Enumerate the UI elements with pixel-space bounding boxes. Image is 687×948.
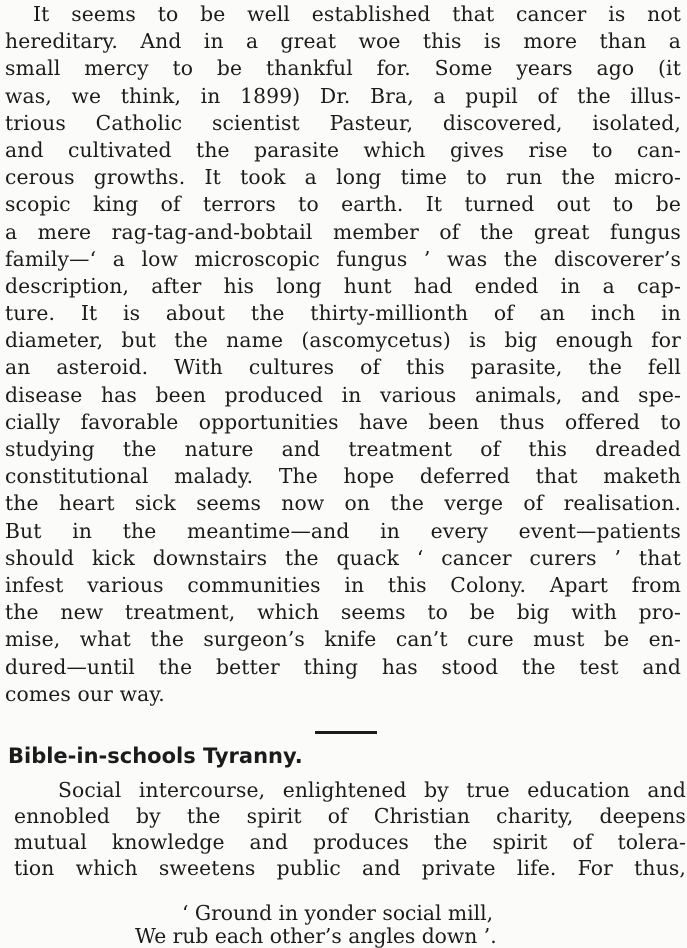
text-line: It seems to be well established that cancer is not: [33, 2, 681, 26]
text-line: small mercy to be thankful for. Some years ago (it: [5, 56, 681, 81]
text-line: the new treatment, which seems to be big with pro-: [5, 600, 681, 625]
text-line: was, we think, in 1899) Dr. Bra, a pupil of the illus-: [5, 83, 681, 108]
text-line: hereditary. And in a great woe this is more than a: [5, 29, 681, 54]
text-line: and cultivated the parasite which gives rise to can-: [5, 137, 681, 162]
text-line: should kick downstairs the quack ‘ cancer curers ’ that: [5, 545, 681, 570]
text-line: constitutional malady. The hope deferred that maketh: [5, 464, 681, 489]
article-paragraph-cancer: [5, 1, 681, 708]
text-line: an asteroid. With cultures of this parasite, the fell: [5, 355, 681, 380]
text-line: studying the nature and treatment of this dreaded: [5, 437, 681, 461]
text-line: Social intercourse, enlightened by true education and: [58, 778, 686, 802]
section-heading: Bible-in-schools Tyranny.: [8, 744, 303, 768]
text-line: tion which sweetens public and private life. For thus,: [14, 856, 686, 880]
text-line: But in the meantime—and in every event—patients: [5, 518, 681, 543]
verse-line: ‘ Ground in yonder social mill,: [182, 901, 494, 925]
text-line: mutual knowledge and produces the spirit of tolera-: [14, 830, 686, 854]
text-line: family—‘ a low microscopic fungus ’ was the discoverer’s: [5, 246, 681, 271]
text-line: ture. It is about the thirty-millionth of an inch in: [5, 301, 681, 326]
text-line: a mere rag-tag-and-bobtail member of the great fungus: [5, 219, 681, 244]
text-line: the heart sick seems now on the verge of realisation.: [5, 491, 681, 516]
article-paragraph-tyranny: [14, 777, 686, 881]
text-line: mise, what the surgeon’s knife can’t cure must be en-: [5, 627, 681, 652]
text-line: disease has been produced in various animals, and spe-: [5, 382, 681, 407]
text-line: comes our way.: [5, 681, 165, 706]
text-line: dured—until the better thing has stood the test and: [5, 654, 681, 679]
section-divider-rule: [315, 731, 377, 734]
text-line: description, after his long hunt had ended in a cap-: [5, 273, 681, 298]
text-line: ennobled by the spirit of Christian charity, deepens: [14, 804, 686, 828]
text-line: cerous growths. It took a long time to run the micro-: [5, 165, 681, 190]
text-line: cially favorable opportunities have been thus offered to: [5, 409, 681, 434]
text-line: infest various communities in this Colony. Apart from: [5, 572, 681, 597]
text-line: diameter, but the name (ascomycetus) is big enough for: [5, 328, 681, 353]
text-line: trious Catholic scientist Pasteur, discovered, isolated,: [5, 110, 681, 135]
verse-line: We rub each other’s angles down ’.: [135, 924, 497, 948]
text-line: scopic king of terrors to earth. It turned out to be: [5, 192, 681, 217]
